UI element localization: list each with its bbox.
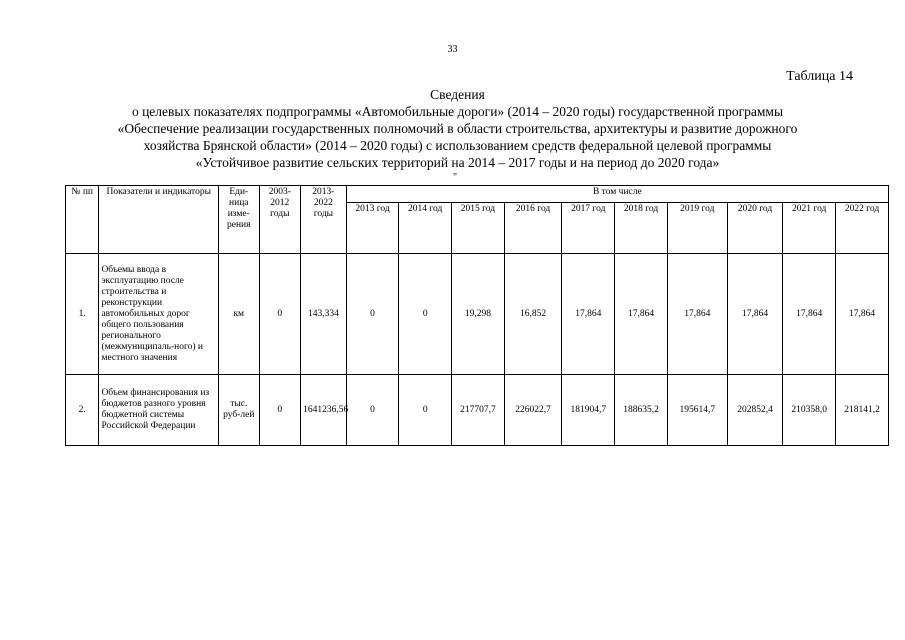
header-period-2003-2012: 2003-2012 годы — [259, 186, 301, 254]
header-period-2013-2022: 2013-2022 годы — [301, 186, 347, 254]
row-value-2003-2012: 0 — [259, 375, 301, 446]
header-year: 2020 год — [727, 203, 783, 254]
row-year-value: 0 — [346, 375, 399, 446]
row-year-value: 210358,0 — [783, 375, 836, 446]
header-year: 2021 год — [783, 203, 836, 254]
table-label: Таблица 14 — [786, 69, 853, 84]
header-year: 2018 год — [615, 203, 668, 254]
row-year-value: 0 — [399, 375, 452, 446]
row-num: 1. — [66, 254, 99, 375]
header-year: 2014 год — [399, 203, 452, 254]
row-unit: тыс. руб-лей — [219, 375, 260, 446]
row-year-value: 19,298 — [452, 254, 505, 375]
header-num: № пп — [66, 186, 99, 254]
row-year-value: 0 — [346, 254, 399, 375]
row-year-value: 0 — [399, 254, 452, 375]
row-year-value: 195614,7 — [667, 375, 727, 446]
row-indicator: Объемы ввода в эксплуатацию после строительства и реконструкции автомобильных дорог общего пользования регионального (межмуниципаль-ного) и местного значения — [99, 254, 219, 375]
row-year-value: 16,852 — [504, 254, 562, 375]
header-year: 2019 год — [667, 203, 727, 254]
row-indicator: Объем финансирования из бюджетов разного уровня бюджетной системы Российской Федерации — [99, 375, 219, 446]
row-year-value: 217707,7 — [452, 375, 505, 446]
heading-line-3: «Обеспечение реализации государственных полномочий в области строительства, архитектуры и развитие дорожного — [117, 121, 798, 136]
row-year-value: 17,864 — [727, 254, 783, 375]
page-number: 33 — [447, 44, 458, 55]
row-value-2003-2012: 0 — [259, 254, 301, 375]
heading-title: Сведения — [430, 87, 485, 102]
row-year-value: 17,864 — [836, 254, 889, 375]
row-num: 2. — [66, 375, 99, 446]
header-year: 2013 год — [346, 203, 399, 254]
table-row — [66, 254, 889, 375]
indicators-table — [65, 185, 889, 446]
quote-mark: " — [453, 172, 458, 183]
heading-line-5: «Устойчивое развитие сельских территорий на 2014 – 2017 годы и на период до 2020 года» — [195, 155, 720, 170]
header-unit: Еди-ница изме-рения — [219, 186, 260, 254]
row-year-value: 188635,2 — [615, 375, 668, 446]
header-year: 2017 год — [562, 203, 615, 254]
row-year-value: 17,864 — [667, 254, 727, 375]
row-year-value: 17,864 — [615, 254, 668, 375]
header-including: В том числе — [346, 186, 888, 203]
row-year-value: 17,864 — [562, 254, 615, 375]
row-year-value: 226022,7 — [504, 375, 562, 446]
header-year: 2015 год — [452, 203, 505, 254]
header-indicator: Показатели и индикаторы — [99, 186, 219, 254]
table-row — [66, 375, 889, 446]
document-heading — [40, 86, 875, 171]
row-year-value: 218141,2 — [836, 375, 889, 446]
row-year-value: 17,864 — [783, 254, 836, 375]
row-unit: км — [219, 254, 260, 375]
header-year: 2022 год — [836, 203, 889, 254]
row-year-value: 202852,4 — [727, 375, 783, 446]
row-year-value: 181904,7 — [562, 375, 615, 446]
heading-line-4: хозяйства Брянской области» (2014 – 2020 годы) с использованием средств федеральной целевой программы — [143, 138, 772, 153]
heading-line-2: о целевых показателях подпрограммы «Автомобильные дороги» (2014 – 2020 годы) государственной программы — [131, 104, 784, 119]
header-year: 2016 год — [504, 203, 562, 254]
row-value-2013-2022: 143,334 — [301, 254, 347, 375]
row-value-2013-2022: 1641236,56 — [301, 375, 347, 446]
